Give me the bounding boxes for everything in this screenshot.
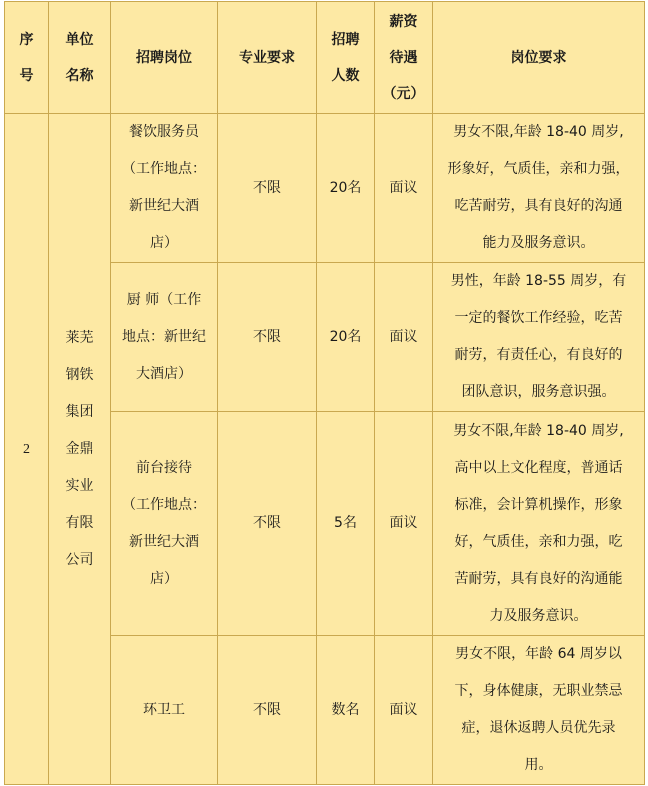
requirements-cell: 男女不限,年龄 18-40 周岁, 形象好，气质佳，亲和力强， 吃苦耐劳，具有良好的沟通 能力及服务意识。 — [433, 114, 645, 263]
salary-cell: 面议 — [375, 114, 433, 263]
salary-cell: 面议 — [375, 263, 433, 412]
salary-cell: 面议 — [375, 412, 433, 636]
salary-cell: 面议 — [375, 636, 433, 785]
count-cell: 20名 — [317, 263, 375, 412]
header-count: 招聘 人数 — [317, 2, 375, 114]
major-cell: 不限 — [218, 263, 317, 412]
count-cell: 数名 — [317, 636, 375, 785]
header-row — [5, 2, 645, 114]
seq-number: 2 — [5, 114, 49, 785]
position-cell: 餐饮服务员 （工作地点： 新世纪大酒 店） — [111, 114, 218, 263]
requirements-cell: 男女不限，年龄 64 周岁以 下，身体健康，无职业禁忌 症，退休返聘人员优先录 用。 — [433, 636, 645, 785]
requirements-cell: 男女不限,年龄 18-40 周岁, 高中以上文化程度，普通话 标准，会计算机操作，形象 好，气质佳，亲和力强，吃 苦耐劳，具有良好的沟通能 力及服务意识。 — [433, 412, 645, 636]
header-major: 专业要求 — [218, 2, 317, 114]
header-salary: 薪资 待遇 （元） — [375, 2, 433, 114]
major-cell: 不限 — [218, 412, 317, 636]
header-position: 招聘岗位 — [111, 2, 218, 114]
header-unit: 单位 名称 — [49, 2, 111, 114]
header-requirements: 岗位要求 — [433, 2, 645, 114]
position-cell: 前台接待 （工作地点： 新世纪大酒 店） — [111, 412, 218, 636]
major-cell: 不限 — [218, 636, 317, 785]
recruitment-table — [4, 1, 645, 785]
count-cell: 5名 — [317, 412, 375, 636]
major-cell: 不限 — [218, 114, 317, 263]
position-cell: 环卫工 — [111, 636, 218, 785]
table-row — [5, 114, 645, 263]
unit-name: 莱芜 钢铁 集团 金鼎 实业 有限 公司 — [49, 114, 111, 785]
count-cell: 20名 — [317, 114, 375, 263]
requirements-cell: 男性，年龄 18-55 周岁，有 一定的餐饮工作经验，吃苦 耐劳，有责任心，有良好的 团队意识，服务意识强。 — [433, 263, 645, 412]
header-seq: 序 号 — [5, 2, 49, 114]
position-cell: 厨 师（工作 地点：新世纪 大酒店） — [111, 263, 218, 412]
